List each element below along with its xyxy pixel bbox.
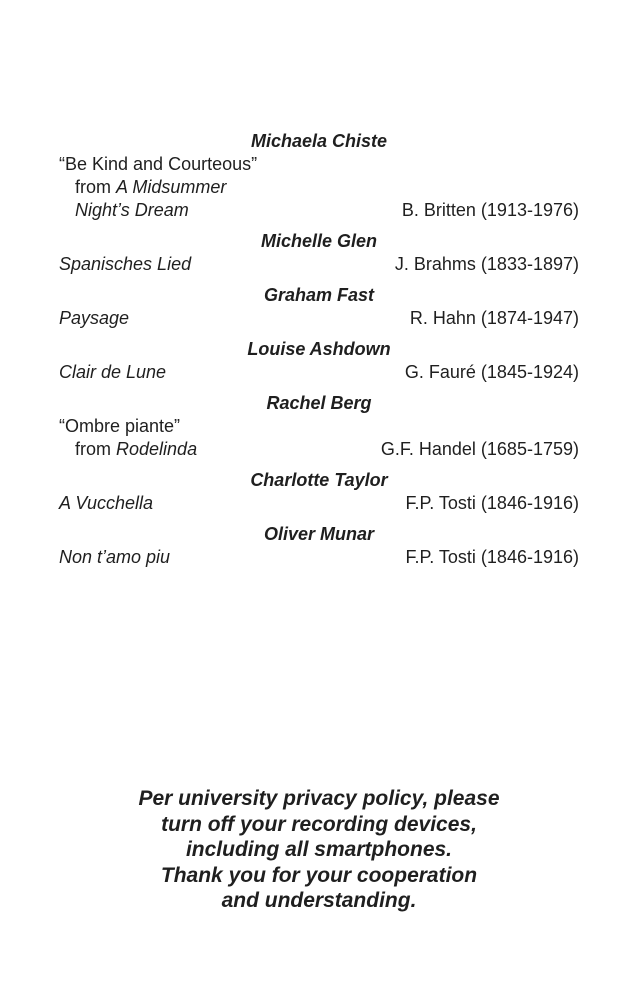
piece-title-line xyxy=(59,176,579,199)
program-piece xyxy=(59,415,579,461)
privacy-notice xyxy=(59,786,579,914)
piece-title: Paysage xyxy=(59,308,130,328)
piece-title-prefix: from xyxy=(75,439,117,459)
piece-title: Spanisches Lied xyxy=(59,254,192,274)
composer-credit: F.P. Tosti (1846-1916) xyxy=(405,493,579,513)
program-list xyxy=(59,130,579,569)
piece-title: Clair de Lune xyxy=(59,362,167,382)
piece-title: Non t’amo piu xyxy=(59,547,171,567)
piece-title-line xyxy=(59,153,579,176)
piece-title: A Midsummer xyxy=(116,177,227,197)
performer-name: Rachel Berg xyxy=(266,393,372,413)
composer-credit: F.P. Tosti (1846-1916) xyxy=(405,547,579,567)
performer-name: Michaela Chiste xyxy=(250,131,388,151)
piece-title: “Ombre piante” xyxy=(59,416,181,436)
notice-line: Thank you for your cooperation xyxy=(160,863,478,887)
composer-credit: B. Britten (1913-1976) xyxy=(401,200,579,220)
piece-title: Rodelinda xyxy=(116,439,198,459)
piece-title: A Vucchella xyxy=(59,493,154,513)
composer-credit: G.F. Handel (1685-1759) xyxy=(380,439,579,459)
composer-credit: J. Brahms (1833-1897) xyxy=(394,254,579,274)
program-piece xyxy=(59,361,579,384)
performer-name: Oliver Munar xyxy=(263,524,375,544)
piece-title: Night’s Dream xyxy=(75,200,189,220)
performer-name: Charlotte Taylor xyxy=(250,470,388,490)
notice-line: Per university privacy policy, please xyxy=(138,787,500,810)
performer-name: Louise Ashdown xyxy=(247,339,391,359)
program-piece xyxy=(59,546,579,569)
composer-credit: R. Hahn (1874-1947) xyxy=(409,308,579,328)
piece-title-line xyxy=(59,415,579,438)
performer-name: Graham Fast xyxy=(263,285,375,305)
program-piece xyxy=(59,253,579,276)
piece-title: “Be Kind and Courteous” xyxy=(59,154,258,174)
piece-title-prefix: from xyxy=(75,177,117,197)
program-piece xyxy=(59,307,579,330)
program-piece xyxy=(59,153,579,222)
composer-credit: G. Fauré (1845-1924) xyxy=(404,362,579,382)
performer-name: Michelle Glen xyxy=(260,231,378,251)
notice-line: and understanding. xyxy=(221,889,417,912)
notice-line: turn off your recording devices, xyxy=(161,812,477,836)
notice-line: including all smartphones. xyxy=(185,838,453,861)
program-piece xyxy=(59,492,579,515)
